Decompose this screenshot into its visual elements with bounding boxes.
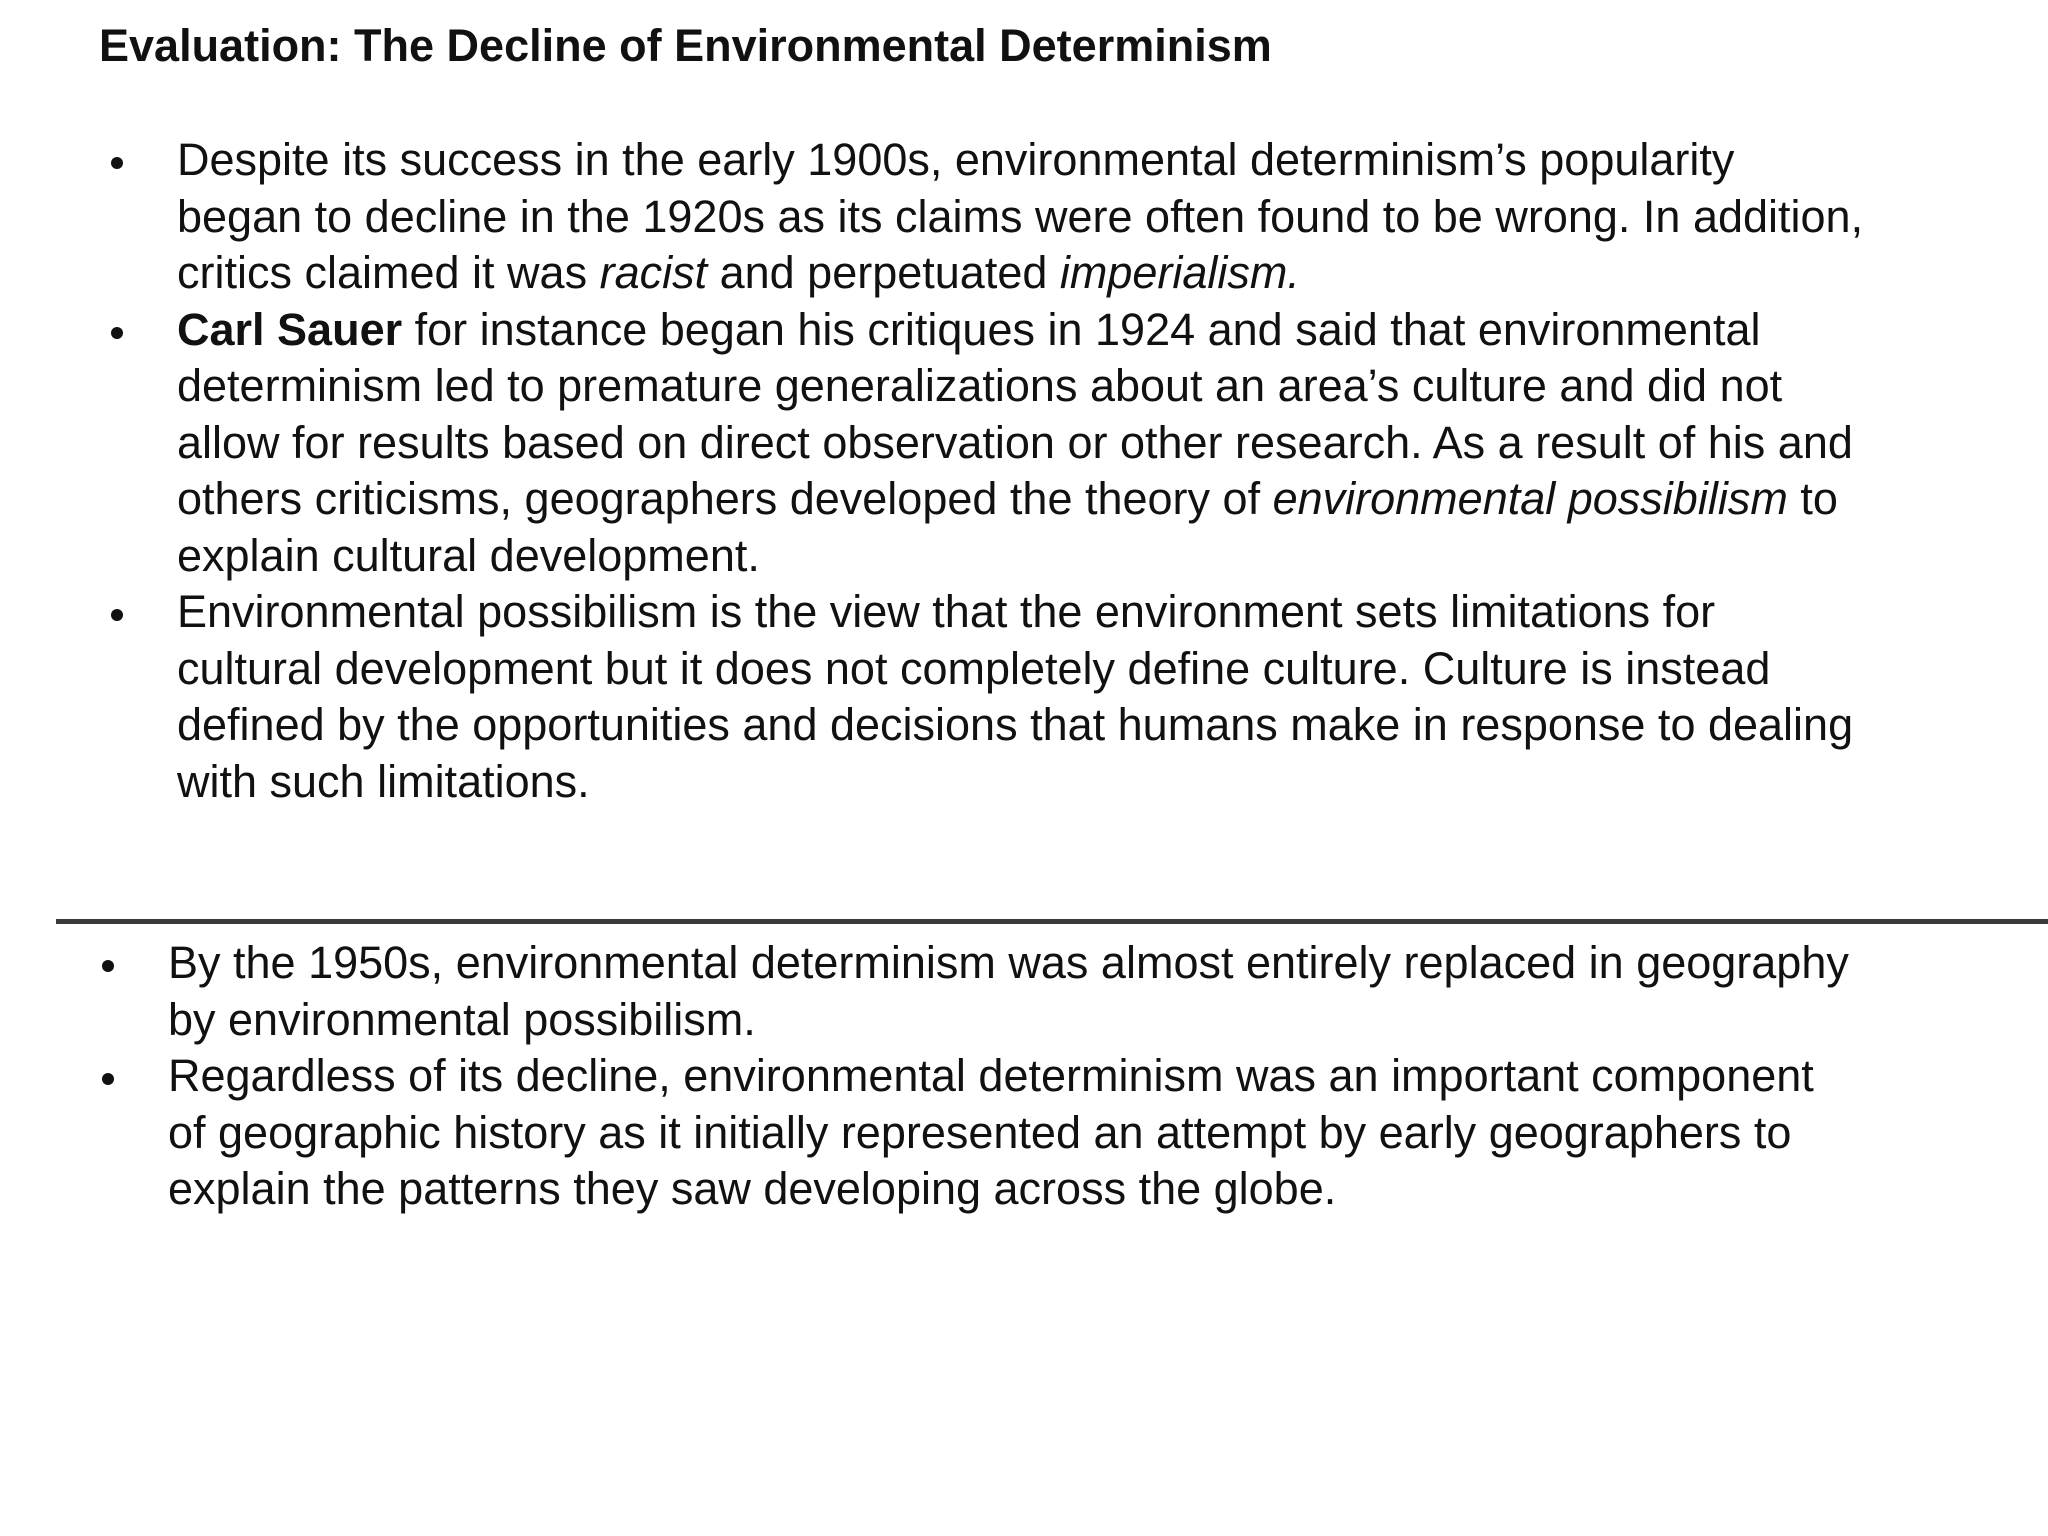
- italic-term-environmental-possibilism: environmental possibilism: [1272, 473, 1788, 524]
- list-item: [177, 302, 2048, 585]
- text-run: others criticisms, geographers developed the theory of: [177, 473, 1273, 524]
- bullet-list-top: [177, 132, 2048, 810]
- text-line: defined by the opportunities and decisions that humans make in response to dealing: [177, 699, 1854, 750]
- list-item: [177, 584, 2048, 810]
- text-run: to: [1787, 473, 1838, 524]
- text-line: cultural development but it does not completely define culture. Culture is instead: [177, 642, 1771, 694]
- text-line: Environmental possibilism is the view that the environment sets limitations for: [177, 586, 1716, 637]
- text-line: By the 1950s, environmental determinism was almost entirely replaced in geography: [168, 937, 1849, 988]
- text-line: Despite its success in the early 1900s, environmental determinism’s popularity: [177, 134, 1735, 185]
- text-line: allow for results based on direct observation or other research. As a result of his and: [177, 416, 1853, 468]
- text-line: [177, 471, 2048, 528]
- list-item: [177, 132, 2048, 302]
- bullet-icon: [102, 1073, 114, 1085]
- text-run: and perpetuated: [707, 247, 1060, 298]
- bullet-icon: [111, 609, 123, 621]
- page-title: Evaluation: The Decline of Environmental Determinism: [99, 20, 1272, 71]
- text-line: explain cultural development.: [177, 529, 760, 581]
- text-line: explain the patterns they saw developing across the globe.: [168, 1163, 1337, 1214]
- text-line: began to decline in the 1920s as its claims were often found to be wrong. In addition,: [177, 190, 1864, 242]
- bullet-icon: [111, 157, 123, 169]
- italic-term-imperialism: imperialism.: [1059, 247, 1300, 298]
- text-line: [177, 245, 2048, 302]
- section-divider: [56, 919, 2048, 924]
- bullet-list-bottom: [168, 935, 2048, 1218]
- list-item: [168, 1048, 2048, 1218]
- text-line: [177, 302, 2048, 359]
- bullet-icon: [111, 327, 123, 339]
- bullet-icon: [102, 960, 114, 972]
- text-run: critics claimed it was: [177, 247, 600, 298]
- text-line: determinism led to premature generalizations about an area’s culture and did not: [177, 360, 1783, 411]
- text-line: with such limitations.: [177, 755, 590, 807]
- text-line: by environmental possibilism.: [168, 993, 756, 1045]
- bold-name-carl-sauer: Carl Sauer: [177, 303, 403, 355]
- italic-term-racist: racist: [599, 247, 708, 298]
- text-line: of geographic history as it initially represented an attempt by early geographers to: [168, 1106, 1792, 1158]
- list-item: [168, 935, 2048, 1048]
- text-run: for instance began his critiques in 1924 and said that environmental: [402, 303, 1761, 355]
- text-line: Regardless of its decline, environmental determinism was an important component: [168, 1050, 1814, 1101]
